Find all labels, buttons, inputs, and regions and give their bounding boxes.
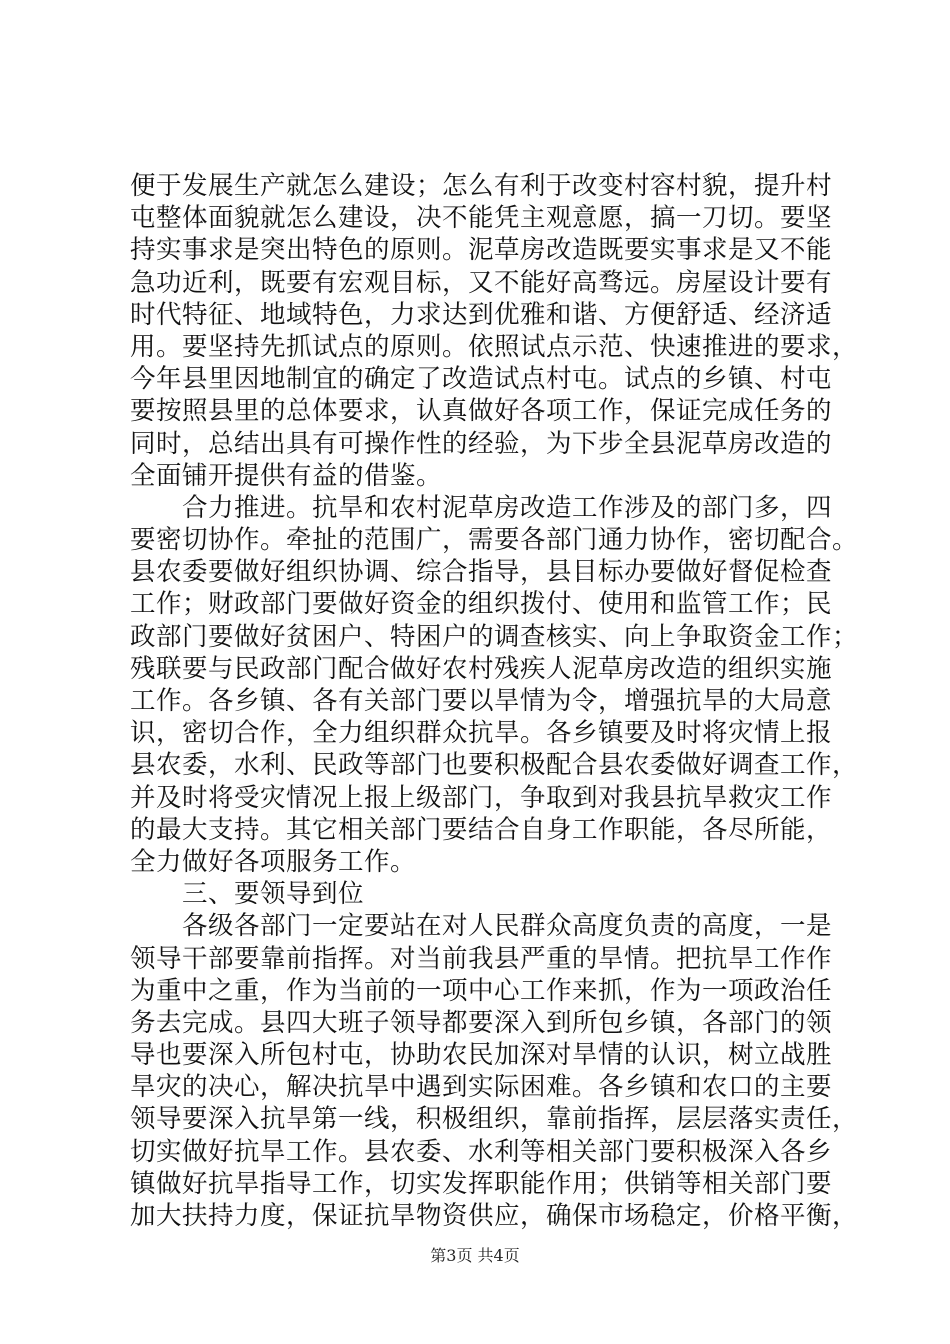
text-line: 政部门要做好贫困户、特困户的调查核实、向上争取资金工作； [130, 621, 859, 652]
text-line: 县农委要做好组织协调、综合指导，县目标办要做好督促检查 [130, 557, 833, 588]
text-line: 领导要深入抗旱第一线，积极组织，靠前指挥，层层落实责任， [130, 1104, 859, 1135]
text-line: 县农委，水利、民政等部门也要积极配合县农委做好调查工作， [130, 750, 859, 781]
text-line: 用。要坚持先抓试点的原则。依照试点示范、快速推进的要求， [130, 331, 859, 362]
text-line: 今年县里因地制宜的确定了改造试点村屯。试点的乡镇、村屯 [130, 364, 833, 395]
text-line: 同时，总结出具有可操作性的经验，为下步全县泥草房改造的 [130, 428, 833, 459]
text-line: 识，密切合作，全力组织群众抗旱。各乡镇要及时将灾情上报 [130, 718, 833, 749]
text-line: 便于发展生产就怎么建设；怎么有利于改变村容村貌，提升村 [130, 171, 833, 201]
text-line: 切实做好抗旱工作。县农委、水利等相关部门要积极深入各乡 [130, 1136, 833, 1167]
text-line: 导也要深入所包村屯，协助农民加深对旱情的认识，树立战胜 [130, 1040, 833, 1071]
text-line: 合力推进。抗旱和农村泥草房改造工作涉及的部门多，四 [130, 492, 833, 523]
text-line: 镇做好抗旱指导工作，切实发挥职能作用；供销等相关部门要 [130, 1168, 833, 1199]
text-line: 工作；财政部门要做好资金的组织拨付、使用和监管工作；民 [130, 589, 833, 620]
text-line: 要密切协作。牵扯的范围广，需要各部门通力协作，密切配合。 [130, 525, 859, 556]
text-line: 为重中之重，作为当前的一项中心工作来抓，作为一项政治任 [130, 975, 833, 1006]
text-line: 旱灾的决心，解决抗旱中遇到实际困难。各乡镇和农口的主要 [130, 1072, 833, 1103]
text-line: 工作。各乡镇、各有关部门要以旱情为令，增强抗旱的大局意 [130, 686, 833, 716]
text-line: 的最大支持。其它相关部门要结合自身工作职能，各尽所能， [130, 814, 833, 845]
text-line: 领导干部要靠前指挥。对当前我县严重的旱情。把抗旱工作作 [130, 943, 833, 974]
text-line: 务去完成。县四大班子领导都要深入到所包乡镇，各部门的领 [130, 1007, 833, 1038]
text-line: 要按照县里的总体要求，认真做好各项工作，保证完成任务的 [130, 396, 833, 427]
text-line: 三、要领导到位 [130, 879, 365, 910]
document-body [130, 170, 859, 1232]
text-line: 残联要与民政部门配合做好农村残疾人泥草房改造的组织实施 [130, 653, 833, 684]
text-line: 加大扶持力度，保证抗旱物资供应，确保市场稳定，价格平衡， [130, 1201, 859, 1231]
text-line: 屯整体面貌就怎么建设，决不能凭主观意愿，搞一刀切。要坚 [130, 203, 833, 234]
text-line: 时代特征、地域特色，力求达到优雅和谐、方便舒适、经济适 [130, 299, 833, 330]
text-line: 各级各部门一定要站在对人民群众高度负责的高度，一是 [130, 911, 833, 942]
text-line: 全面铺开提供有益的借鉴。 [130, 460, 443, 491]
text-line: 并及时将受灾情况上报上级部门，争取到对我县抗旱救灾工作 [130, 782, 833, 813]
page-footer: 第3页 共4页 [430, 1246, 520, 1265]
text-line: 持实事求是突出特色的原则。泥草房改造既要实事求是又不能 [130, 235, 833, 266]
text-line: 急功近利，既要有宏观目标，又不能好高骛远。房屋设计要有 [130, 267, 833, 298]
text-line: 全力做好各项服务工作。 [130, 846, 417, 877]
